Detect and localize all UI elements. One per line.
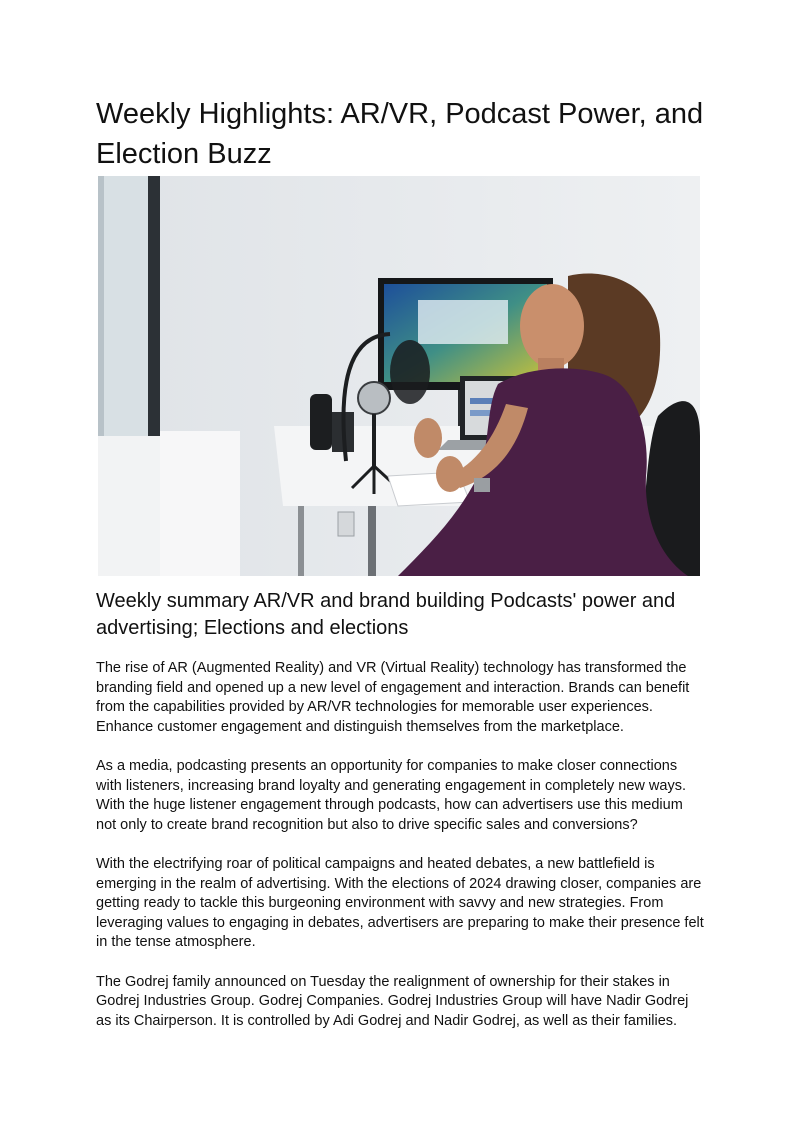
podcast-studio-illustration bbox=[98, 176, 700, 576]
pop-filter bbox=[390, 340, 430, 404]
paragraph-podcasting: As a media, podcasting presents an opportunity for companies to make closer connections with listeners, increasing brand loyalty and generating engagement in completely new ways. With the huge listener engagement through podcasts, how can advertisers use this medium not only to create brand recognition but also to drive specific sales and conversions? bbox=[96, 757, 686, 833]
paragraph-elections: With the electrifying roar of political campaigns and heated debates, a new battlefield is emerging in the realm of advertising. With the elections of 2024 drawing closer, companies are getting ready to tackle this burgeoning environment with savvy and new strategies. From leveraging values to engaging in debates, advertisers are preparing to make their presence felt in the tense atmosphere. bbox=[96, 855, 704, 951]
microphone bbox=[358, 382, 390, 414]
page-title: Weekly Highlights: AR/VR, Podcast Power, and Election Buzz bbox=[96, 98, 704, 170]
paragraph-godrej: The Godrej family announced on Tuesday the realignment of ownership for their stakes in Godrej Industries Group. Godrej Companies. Godrej Industries Group will have Nadir Godrej as its Chairperson. It is controlled by Adi Godrej and Nadir Godrej, as well as their families. bbox=[96, 973, 689, 1029]
podcast-photo bbox=[98, 176, 700, 576]
phone bbox=[310, 394, 332, 450]
article-body bbox=[96, 659, 706, 1051]
paragraph-ar-vr: The rise of AR (Augmented Reality) and VR (Virtual Reality) technology has transformed the branding field and opened up a new level of engagement and interaction. Brands can benefit from the capabilities provided by AR/VR technologies for memorable user experiences. Enhance customer engagement and distinguish themselves from the marketplace. bbox=[96, 660, 690, 735]
subtitle: Weekly summary AR/VR and brand building Podcasts' power and advertising; Elections and elections bbox=[96, 590, 676, 639]
